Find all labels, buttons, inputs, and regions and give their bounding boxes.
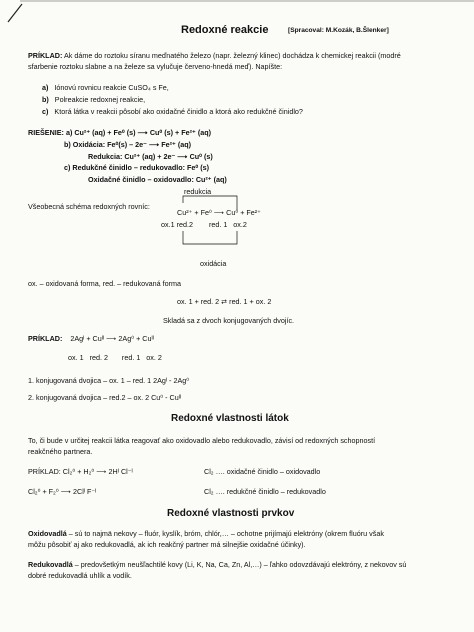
section2-text-1: To, či bude v určitej reakcii látka reagovať ako oxidovadlo alebo redukovadlo, závisí od redoxných schopností	[28, 436, 376, 445]
author-credit: [Spracoval: M.Kozák, B.Šlenker]	[288, 27, 389, 34]
scheme-label: Všeobecná schéma redoxných rovníc:	[28, 202, 150, 211]
task-text: Polreakcie redoxnej reakcie,	[54, 95, 146, 104]
solution-c2: Oxidačné činidlo – oxidovadlo: Cu²⁺ (aq)	[88, 175, 227, 184]
task-c	[42, 107, 303, 116]
section2-example-1: PRÍKLAD: Cl₂⁰ + H₂⁰ ⟶ 2Hᴵ Cl⁻ᴵ	[28, 467, 133, 476]
pairs-note: Skladá sa z dvoch konjugovaných dvojíc.	[163, 316, 295, 325]
example2-label: PRÍKLAD:	[28, 334, 63, 343]
task-b	[42, 95, 145, 104]
solution-a	[28, 128, 211, 137]
solution-a-eq: a) Cu²⁺ (aq) + Fe⁰ (s) ⟶ Cu⁰ (s) + Fe²⁺ (aq)	[65, 128, 212, 137]
oxidation-bracket	[183, 231, 237, 244]
task-a	[42, 83, 169, 92]
intro-text-2: sfarbenie roztoku slabne a na železe sa vylučuje červeno-hnedá meď). Napíšte:	[28, 62, 283, 71]
section-redox-elements-title: Redoxné vlastnosti prvkov	[167, 508, 295, 519]
task-letter: c)	[42, 107, 49, 116]
task-text: Ktorá látka v reakcii pôsobí ako oxidačné činidlo a ktorá ako redukčné činidlo?	[54, 107, 303, 116]
solution-c: c) Redukčné činidlo – redukovadlo: Fe⁰ (s)	[64, 163, 210, 172]
oxidizers-line-1	[28, 529, 384, 538]
conjugate-pair-2: 2. konjugovaná dvojica – red.2 – ox. 2 Cu⁰ - Cuᴵᴵ	[28, 393, 182, 402]
section2-example-2: Cl₂⁰ + F₂⁰ ⟶ 2Clᴵ F⁻ᴵ	[28, 487, 97, 496]
equilibrium-equation: ox. 1 + red. 2 ⇄ red. 1 + ox. 2	[177, 297, 272, 306]
reducers-text-2: dobré redukovadlá uhlík a vodík.	[28, 571, 132, 580]
task-letter: b)	[42, 95, 49, 104]
example2-line	[28, 334, 154, 343]
reducers-label: Redukovadlá	[28, 560, 73, 569]
scheme-subscript-labels: ox.1 red.2 red. 1 ox.2	[161, 220, 247, 229]
solution-label: RIEŠENIE:	[28, 128, 64, 137]
reducers-line-1	[28, 560, 406, 569]
solution-b: b) Oxidácia: Fe⁰(s) – 2e⁻ ⟶ Fe²⁺ (aq)	[64, 140, 192, 149]
intro-text-1: Ak dáme do roztoku síranu meďnatého železo (napr. železný klinec) dochádza k chemickej reakcii (modré	[63, 51, 401, 60]
reducers-text-1: – predovšetkým neušľachtilé kovy (Li, K, Na, Ca, Zn, Al,…) – ľahko odovzdávajú elektróny, z nekovov sú	[72, 560, 407, 569]
intro-line-1	[28, 51, 401, 60]
task-letter: a)	[42, 83, 49, 92]
task-text: Iónovú rovnicu reakcie CuSO₄ s Fe,	[54, 83, 169, 92]
scheme-equation: Cu²⁺ + Fe⁰ ⟶ Cu⁰ + Fe²⁺	[177, 208, 261, 217]
scheme-reduction-label: redukcia	[184, 187, 212, 196]
corner-pen-stroke	[8, 4, 22, 22]
oxidizers-label: Oxidovadlá	[28, 529, 67, 538]
scheme-oxidation-label: oxidácia	[200, 259, 227, 268]
section2-example-1-result: Cl₂ …. oxidačné činidlo – oxidovadlo	[204, 467, 321, 476]
example2-sub-labels: ox. 1 red. 2 red. 1 ox. 2	[68, 353, 162, 362]
solution-b2: Redukcia: Cu²⁺ (aq) + 2e⁻ ⟶ Cu⁰ (s)	[88, 152, 213, 161]
oxidizers-text-2: môžu pôsobiť aj ako redukovadlá, ak ich reakčný partner má silnejšie oxidačné účinky).	[28, 540, 306, 549]
section2-text-2: reakčného partnera.	[28, 447, 93, 456]
conjugate-pair-1: 1. konjugovaná dvojica – ox. 1 – red. 1 2Agᴵ - 2Ag⁰	[28, 376, 190, 385]
intro-label: PRÍKLAD:	[28, 51, 63, 60]
page-title: Redoxné reakcie	[181, 24, 269, 36]
section2-example-2-result: Cl₂ …. redukčné činidlo – redukovadlo	[204, 487, 326, 496]
example2-eq: 2Agᴵ + Cuᴵᴵ ⟶ 2Ag⁰ + Cuᴵᴵ	[70, 334, 154, 343]
forms-definition: ox. – oxidovaná forma, red. – redukovaná forma	[28, 279, 182, 288]
section-redox-substances-title: Redoxné vlastnosti látok	[171, 413, 289, 424]
oxidizers-text-1: – sú to najmä nekovy – fluór, kyslík, bróm, chlór,… – ochotne prijímajú elektróny (okrem fluóru však	[66, 529, 384, 538]
